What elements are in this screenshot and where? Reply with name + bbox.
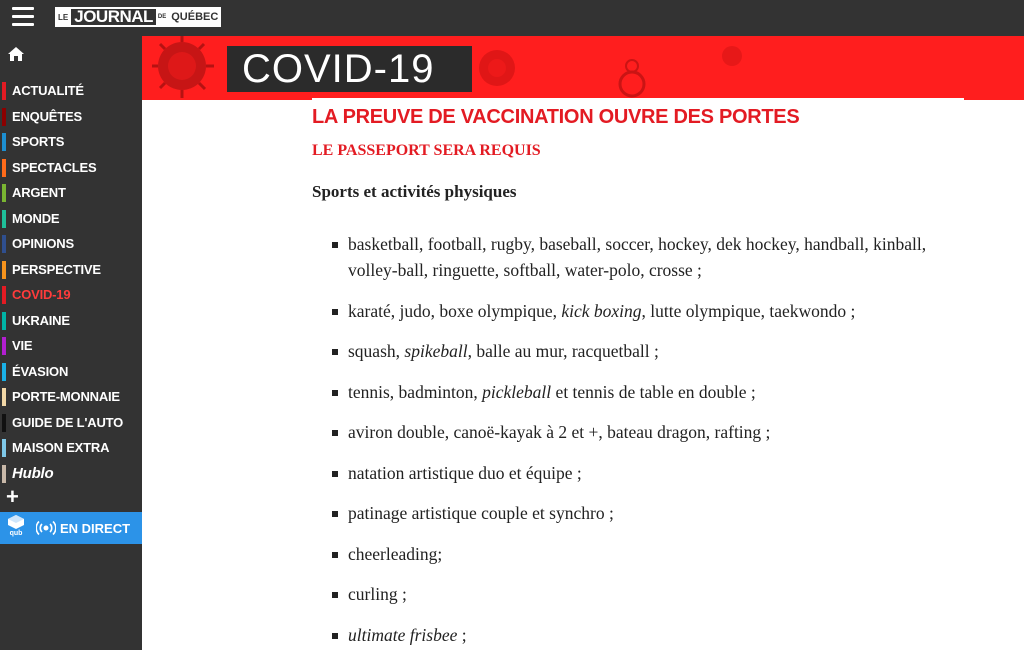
list-item: [312, 460, 972, 486]
sidebar-item-label: ACTUALITÉ: [12, 83, 84, 99]
sidebar-item-label: PERSPECTIVE: [12, 261, 101, 277]
sidebar-item-perspective[interactable]: [0, 257, 142, 283]
sidebar-item-label: ARGENT: [12, 185, 66, 201]
list-item-text: karaté, judo, boxe olympique,: [348, 300, 562, 321]
article-headline: LA PREUVE DE VACCINATION OUVRE DES PORTES: [312, 106, 800, 128]
en-direct-label: EN DIRECT: [60, 520, 131, 536]
list-item: [312, 500, 972, 526]
sidebar-item-color-bar: [2, 82, 6, 100]
list-item-text: et tennis de table en double ;: [551, 381, 756, 402]
sidebar-item-label: COVID-19: [12, 287, 71, 303]
list-item-text: curling ;: [348, 584, 407, 604]
sidebar-item-label: MAISON EXTRA: [12, 440, 110, 456]
bullet-icon: [332, 309, 338, 315]
logo-le: LE: [55, 7, 71, 27]
list-item: [312, 541, 972, 567]
sidebar-item-color-bar: [2, 286, 6, 304]
logo-quebec: QUÉBEC: [168, 7, 221, 27]
sidebar-item-color-bar: [2, 337, 6, 355]
sidebar-item-label: SPECTACLES: [12, 159, 97, 175]
sidebar-item-color-bar: [2, 235, 6, 253]
banner-divider: [312, 98, 964, 100]
sidebar-item-enqu-tes[interactable]: [0, 104, 142, 130]
sidebar-item-color-bar: [2, 108, 6, 126]
covid-banner: [142, 36, 1024, 100]
sidebar-item-hublo[interactable]: [0, 461, 142, 487]
sidebar-item-vie[interactable]: [0, 333, 142, 359]
qub-logo: [6, 515, 26, 541]
sidebar-item-maison-extra[interactable]: [0, 435, 142, 461]
sidebar-item-color-bar: [2, 312, 6, 330]
sidebar-item-color-bar: [2, 261, 6, 279]
journal-de-quebec-logo[interactable]: [55, 7, 221, 27]
sidebar-item-label: OPINIONS: [12, 236, 74, 252]
list-item-text: patinage artistique couple et synchro ;: [348, 503, 614, 523]
sidebar-item-argent[interactable]: [0, 180, 142, 206]
plus-icon[interactable]: +: [6, 484, 19, 509]
logo-journal: JOURNAL: [71, 7, 156, 27]
sidebar-item-covid-19[interactable]: [0, 282, 142, 308]
bullet-icon: [332, 242, 338, 248]
bullet-icon: [332, 390, 338, 396]
list-item: [312, 231, 972, 283]
list-item-text: aviron double, canoë-kayak à 2 et +, bateau dragon, rafting ;: [348, 422, 771, 442]
bullet-icon: [332, 511, 338, 517]
bullet-icon: [332, 430, 338, 436]
article-subhead: LE PASSEPORT SERA REQUIS: [312, 142, 541, 159]
list-item: [312, 298, 972, 324]
sidebar-item-label: Hublo: [12, 464, 54, 482]
list-item-text: , balle au mur, racquetball ;: [467, 341, 659, 361]
bullet-icon: [332, 633, 338, 639]
bullet-icon: [332, 592, 338, 598]
sidebar-item-ukraine[interactable]: [0, 308, 142, 334]
sidebar-item-color-bar: [2, 465, 6, 483]
list-item: [312, 379, 972, 405]
live-broadcast-icon: [36, 520, 56, 536]
sidebar-item-actualit-[interactable]: [0, 78, 142, 104]
list-item-text: tennis, badminton,: [348, 381, 483, 402]
sidebar-item-color-bar: [2, 159, 6, 177]
sidebar-item-color-bar: [2, 414, 6, 432]
sidebar-item-label: MONDE: [12, 210, 60, 226]
list-item-text: cheerleading;: [348, 543, 443, 564]
list-item-text: , lutte olympique, taekwondo ;: [641, 300, 856, 321]
sidebar-item-color-bar: [2, 388, 6, 406]
list-item-text: basketball, football, rugby, baseball, soccer, hockey, dek hockey, handball, kinball, volley-ball, ringuette, softball, water-polo, crosse ;: [348, 234, 927, 280]
banner-title: COVID-19: [242, 47, 435, 91]
sidebar-item-color-bar: [2, 439, 6, 457]
list-item-text: squash,: [348, 341, 405, 361]
sidebar-item-label: UKRAINE: [12, 312, 70, 328]
list-item-text: pickleball: [482, 381, 552, 402]
sidebar-item-spectacles[interactable]: [0, 155, 142, 181]
qub-label: qub: [9, 530, 23, 537]
sidebar-item-label: ENQUÊTES: [12, 108, 82, 124]
top-bar: [0, 0, 1024, 36]
en-direct-button[interactable]: [0, 512, 142, 544]
sports-list: [312, 231, 972, 662]
list-item-text: ultimate frisbee: [348, 624, 458, 645]
list-item: [312, 338, 972, 364]
sidebar-item-label: GUIDE DE L'AUTO: [12, 414, 124, 430]
list-item: [312, 419, 972, 445]
bullet-icon: [332, 349, 338, 355]
sidebar-nav: [0, 78, 142, 486]
sidebar-item-label: ÉVASION: [12, 363, 69, 379]
sidebar-item-label: SPORTS: [12, 134, 65, 150]
list-item-text: kick boxing: [561, 300, 642, 321]
home-icon[interactable]: [7, 46, 25, 62]
sidebar-item-label: VIE: [12, 338, 33, 354]
sidebar-item-label: PORTE-MONNAIE: [12, 389, 120, 405]
sidebar-item--vasion[interactable]: [0, 359, 142, 385]
qub-cube-icon: [8, 515, 24, 529]
logo-de: DE: [156, 7, 168, 27]
list-item-text: spikeball: [404, 341, 468, 361]
bullet-icon: [332, 471, 338, 477]
list-item-text: natation artistique duo et équipe ;: [348, 462, 582, 483]
sidebar-item-sports[interactable]: [0, 129, 142, 155]
sidebar-item-color-bar: [2, 133, 6, 151]
section-heading: Sports et activités physiques: [312, 182, 517, 201]
sidebar-item-guide-de-l-auto[interactable]: [0, 410, 142, 436]
bullet-icon: [332, 552, 338, 558]
sidebar-item-color-bar: [2, 210, 6, 228]
sidebar-item-color-bar: [2, 363, 6, 381]
sidebar: [0, 36, 142, 650]
list-item: [312, 581, 972, 607]
sidebar-item-color-bar: [2, 184, 6, 202]
sidebar-item-porte-monnaie[interactable]: [0, 384, 142, 410]
sidebar-item-monde[interactable]: [0, 206, 142, 232]
sidebar-item-opinions[interactable]: [0, 231, 142, 257]
hamburger-menu-icon[interactable]: [12, 7, 34, 27]
list-item-text: ;: [457, 624, 467, 645]
list-item: [312, 622, 972, 648]
